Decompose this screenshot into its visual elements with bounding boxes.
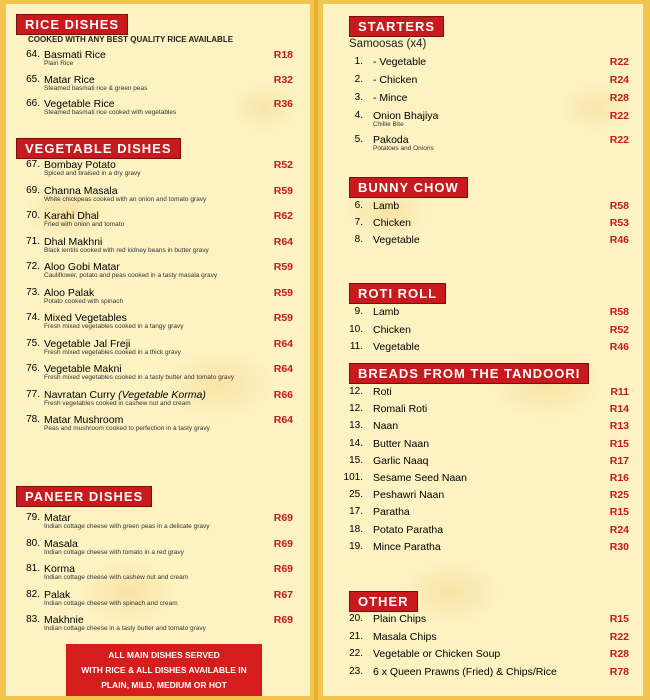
menu-item-number: 15. [349, 454, 363, 466]
menu-item-price: R22 [609, 630, 629, 643]
menu-item-number: 13. [349, 420, 363, 432]
menu-item-price: R58 [609, 200, 629, 212]
menu-item-name: Mixed Vegetables [44, 312, 127, 324]
menu-item-name: 6 x Queen Prawns (Fried) & Chips/Rice [373, 665, 557, 678]
menu-item-price: R22 [609, 134, 629, 146]
menu-item-number: 8. [354, 234, 363, 245]
menu-item-name: Peshawri Naan [373, 489, 445, 502]
menu-item-number: 25. [349, 489, 363, 501]
menu-item-description: Potatoes and Onions [373, 145, 434, 152]
menu-item-name: Palak [44, 588, 71, 601]
rice-dishes-subtitle: COOKED WITH ANY BEST QUALITY RICE AVAILABLE [28, 35, 234, 44]
menu-item-number: 78. [26, 414, 40, 425]
menu-item-name: - Chicken [373, 74, 418, 86]
menu-item-number: 20. [349, 613, 363, 624]
menu-item-number: 4. [354, 110, 363, 121]
menu-item-number: 9. [354, 306, 363, 317]
menu-item-description: Steamed basmati rice cooked with vegetables [44, 109, 177, 116]
menu-item-name: Aloo Palak [44, 286, 95, 299]
menu-item-name: Dhal Makhni [44, 235, 103, 248]
menu-item-description: Indian cottage cheese in a tasty butter and tomato gravy [44, 625, 206, 632]
paneer-dishes-header: PANEER DISHES [16, 486, 152, 507]
menu-item-price: R25 [609, 489, 629, 502]
menu-item-number: 1. [354, 56, 363, 67]
menu-item-price: R14 [609, 403, 629, 416]
menu-item-price: R53 [609, 217, 629, 229]
starters-header: STARTERS [349, 16, 444, 37]
menu-item-price: R66 [273, 388, 293, 401]
menu-item-name: Navratan Curry (Vegetable Korma) [44, 388, 206, 401]
menu-item-number: 12. [349, 386, 363, 397]
vegetable-dishes-header: VEGETABLE DISHES [16, 138, 181, 159]
menu-item-price: R17 [609, 454, 629, 467]
menu-item-name: Vegetable or Chicken Soup [373, 648, 501, 660]
menu-item-description: Fresh mixed vegetables cooked in a tasty butter and tomato gravy [44, 374, 235, 381]
left-menu-panel [6, 4, 310, 696]
menu-item-name: Masala [44, 537, 78, 550]
menu-item-number: 83. [26, 614, 40, 625]
menu-item-number: 66. [26, 98, 40, 109]
bunny-chow-header: BUNNY CHOW [349, 177, 468, 198]
menu-item-number: 80. [26, 537, 40, 549]
menu-item-name: - Mince [373, 92, 408, 104]
menu-item-price: R64 [273, 414, 293, 426]
menu-item-number: 73. [26, 286, 40, 298]
menu-item-description: Indian cottage cheese with tomato in a red gravy [44, 548, 184, 556]
menu-item-price: R69 [273, 563, 293, 575]
menu-item-price: R58 [609, 306, 629, 318]
menu-item-price: R36 [273, 98, 293, 110]
menu-item-price: R69 [273, 537, 293, 550]
menu-item-price: R30 [609, 540, 629, 553]
menu-item-name: Vegetable Rice [44, 98, 115, 110]
roti-roll-header: ROTI ROLL [349, 283, 446, 304]
menu-item-number: 77. [26, 388, 40, 400]
menu-item-price: R67 [273, 588, 293, 601]
menu-item-price: R62 [273, 210, 293, 222]
menu-item-number: 69. [26, 184, 40, 196]
menu-item-number: 10. [349, 323, 363, 335]
menu-item-price: R22 [609, 56, 629, 68]
menu-item-price: R24 [609, 523, 629, 536]
menu-item-price: R15 [609, 506, 629, 519]
menu-item-number: 7. [354, 217, 363, 228]
menu-item-name: Potato Paratha [373, 523, 444, 536]
menu-item-price: R32 [273, 73, 293, 86]
menu-item-price: R64 [273, 363, 293, 375]
menu-item-description: White chickpeas cooked with an onion and tomato gravy [44, 195, 207, 203]
menu-item-price: R59 [273, 312, 293, 324]
menu-item-price: R15 [609, 437, 629, 450]
menu-item-description: Chillie Bite [373, 121, 404, 128]
menu-item-name: Masala Chips [373, 630, 437, 643]
menu-item-price: R46 [609, 341, 629, 353]
menu-item-number: 79. [26, 512, 40, 523]
menu-item-name: Makhnie [44, 614, 84, 626]
menu-item-price: R11 [610, 386, 629, 398]
menu-item-price: R18 [273, 49, 293, 61]
menu-item-number: 21. [349, 630, 363, 642]
menu-item-price: R24 [609, 74, 629, 86]
menu-item-price: R59 [273, 261, 293, 273]
menu-item-name: Korma [44, 563, 75, 575]
menu-item-number: 5. [354, 134, 363, 145]
menu-item-price: R69 [273, 512, 293, 524]
menu-item-number: 75. [26, 337, 40, 349]
menu-item-number: 18. [349, 523, 363, 535]
menu-item-name: Chicken [373, 323, 411, 336]
menu-item-number: 12. [349, 403, 363, 415]
menu-item-description: Cauliflower, potato and peas cooked in a tasty masala gravy [44, 272, 218, 279]
rice-dishes-header: RICE DISHES [16, 14, 128, 35]
menu-item-description: Indian cottage cheese with spinach and cream [44, 599, 178, 607]
menu-item-description: Indian cottage cheese with green peas in a delicate gravy [44, 523, 210, 530]
menu-item-number: 74. [26, 312, 40, 323]
menu-item-description: Indian cottage cheese with cashew nut and cream [44, 574, 189, 581]
menu-item-description: Steamed basmati rice & green peas [44, 84, 148, 92]
menu-item-description: Spiced and braised in a dry gravy [44, 170, 141, 177]
menu-item-name: Channa Masala [44, 184, 118, 197]
menu-item-name: Mince Paratha [373, 540, 441, 553]
menu-item-number: 3. [354, 92, 363, 103]
menu-item-description: Potato cooked with spinach [44, 297, 124, 305]
menu-item-name: Vegetable Jal Freji [44, 337, 131, 350]
menu-item-number: 17. [349, 506, 363, 518]
menu-item-name: Lamb [373, 306, 400, 318]
menu-item-name: Vegetable Makni [44, 363, 122, 375]
menu-item-price: R15 [609, 613, 629, 625]
menu-item-name: Bombay Potato [44, 159, 116, 171]
menu-item-name: Karahi Dhal [44, 210, 99, 222]
menu-item-price: R59 [273, 286, 293, 299]
menu-item-name: Chicken [373, 217, 411, 229]
menu-item-number: 11. [349, 341, 363, 352]
menu-item-name: Matar Mushroom [44, 414, 124, 426]
menu-item-number: 72. [26, 261, 40, 272]
menu-item-price: R22 [609, 110, 629, 122]
menu-item-number: 70. [26, 210, 40, 221]
center-divider [314, 0, 318, 700]
menu-item-price: R28 [609, 92, 629, 104]
breads-header: BREADS FROM THE TANDOORI [349, 363, 589, 384]
menu-item-number: 23. [349, 665, 363, 677]
menu-item-price: R13 [609, 420, 629, 433]
menu-item-description: Plain Rice [44, 60, 74, 67]
menu-item-number: 76. [26, 363, 40, 374]
menu-item-number: 22. [349, 648, 363, 659]
menu-item-description: Fresh mixed vegetables cooked in a tangy gravy [44, 323, 184, 330]
menu-item-name: Basmati Rice [44, 49, 106, 61]
menu-item-name: Butter Naan [373, 437, 430, 450]
menu-item-name: Aloo Gobi Matar [44, 261, 120, 273]
menu-item-name: Naan [373, 420, 399, 433]
menu-item-price: R64 [273, 337, 293, 350]
menu-item-price: R46 [609, 234, 629, 246]
menu-item-name: Sesame Seed Naan [373, 472, 467, 484]
menu-item-name: Matar [44, 512, 71, 524]
menu-item-number: 67. [26, 159, 40, 170]
menu-item-name: Matar Rice [44, 73, 95, 86]
menu-item-number: 19. [349, 540, 363, 552]
samoosas-label: Samoosas (x4) [349, 38, 427, 50]
right-menu-panel [323, 4, 643, 696]
menu-item-number: 64. [26, 49, 40, 60]
menu-item-number: 14. [349, 437, 363, 449]
menu-item-number: 81. [26, 563, 40, 574]
menu-item-name: Garlic Naaq [373, 454, 429, 467]
menu-item-name: - Vegetable [373, 56, 427, 68]
menu-item-price: R78 [609, 665, 629, 678]
menu-item-name: Lamb [373, 200, 400, 212]
menu-item-price: R69 [273, 614, 293, 626]
menu-item-name: Paratha [373, 506, 410, 519]
menu-item-description: Fresh vegetables cooked in cashew nut and cream [44, 399, 191, 407]
menu-item-description: Peas and mushroom cooked to perfection in a tasty gravy [44, 425, 210, 432]
menu-item-price: R59 [273, 184, 293, 197]
menu-item-price: R52 [273, 159, 293, 171]
serving-note-line: ALL MAIN DISHES SERVED [108, 650, 220, 660]
menu-item-price: R52 [609, 323, 629, 336]
menu-item-description: Fried with onion and tomato [44, 221, 125, 228]
menu-item-name: Romali Roti [373, 403, 428, 416]
menu-item-price: R28 [609, 648, 629, 660]
menu-item-name: Onion Bhajiya [373, 110, 439, 122]
menu-item-name: Plain Chips [373, 613, 427, 625]
menu-item-description: Fresh mixed vegetables cooked in a thick gravy [44, 348, 181, 356]
other-header: OTHER [349, 591, 418, 612]
menu-item-name: Pakoda [373, 134, 409, 146]
menu-item-name: Vegetable [373, 234, 420, 246]
menu-item-number: 101. [343, 472, 363, 483]
menu-item-name: Vegetable [373, 341, 420, 353]
menu-item-price: R16 [609, 472, 629, 484]
menu-item-number: 71. [26, 235, 40, 247]
menu-item-number: 65. [26, 73, 40, 85]
menu-item-number: 82. [26, 588, 40, 600]
menu-item-name: Roti [373, 386, 392, 398]
menu-item-description: Black lentils cooked with red kidney beans in butter gravy [44, 246, 209, 254]
menu-item-number: 2. [354, 74, 363, 85]
serving-note-line: WITH RICE & ALL DISHES AVAILABLE IN [81, 665, 247, 675]
menu-item-number: 6. [354, 200, 363, 211]
menu-item-price: R64 [273, 235, 293, 248]
serving-note [66, 644, 262, 696]
serving-note-line: PLAIN, MILD, MEDIUM OR HOT [101, 680, 227, 690]
